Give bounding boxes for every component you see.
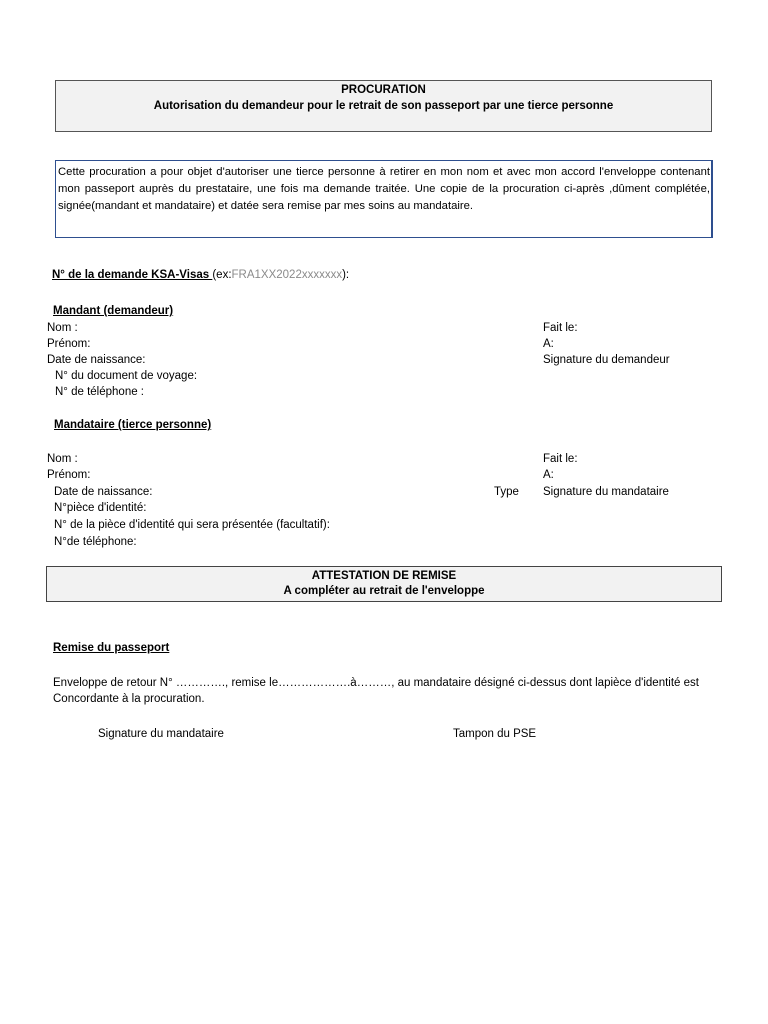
mandataire-field-piece-presentee: N° de la pièce d'identité qui sera présentée (facultatif):: [54, 519, 330, 531]
request-example-value: FRA1XX2022xxxxxxx: [231, 269, 343, 281]
request-example-prefix: (ex:: [212, 269, 232, 281]
mandant-field-prenom: Prénom:: [47, 338, 91, 350]
attestation-subtitle: A compléter au retrait de l'enveloppe: [283, 585, 485, 597]
mandataire-fait-le: Fait le:: [543, 453, 578, 465]
mandataire-field-telephone: N°de téléphone:: [54, 536, 137, 548]
mandataire-signature: Signature du mandataire: [543, 486, 669, 498]
mandant-heading: Mandant (demandeur): [53, 305, 174, 317]
mandataire-field-piece-identite: N°pièce d'identité:: [54, 502, 147, 514]
attestation-box: [46, 566, 722, 602]
mandataire-a: A:: [543, 469, 554, 481]
remise-heading: Remise du passeport: [53, 642, 170, 654]
mandant-a: A:: [543, 338, 554, 350]
mandataire-heading: Mandataire (tierce personne): [54, 419, 212, 431]
mandant-signature: Signature du demandeur: [543, 354, 670, 366]
mandataire-field-nom: Nom :: [47, 453, 78, 465]
request-example-suffix: ):: [342, 269, 350, 281]
mandant-field-telephone: N° de téléphone :: [55, 386, 144, 398]
remise-signature-mandataire: Signature du mandataire: [98, 728, 224, 740]
mandataire-field-date-naissance: Date de naissance:: [54, 486, 153, 498]
request-number-label: N° de la demande KSA-Visas: [52, 269, 213, 281]
intro-text: Cette procuration a pour objet d'autoriser une tierce personne à retirer en mon nom et avec mon accord l'enveloppe contenant mon passeport auprès du prestataire, une fois ma demande traitée. Une copie de la procuration ci-après ,dûment complétée, signée(mandant et mandataire) et datée sera remise par mes soins au mandataire.: [58, 166, 710, 212]
attestation-title: ATTESTATION DE REMISE: [311, 570, 457, 582]
remise-line-1: Enveloppe de retour N° …………., remise le……………….à………, au mandataire désigné ci-dessus dont lapièce d'identité est: [53, 677, 699, 689]
mandataire-field-prenom: Prénom:: [47, 469, 91, 481]
procuration-header-box: [55, 80, 712, 132]
procuration-title: PROCURATION: [341, 84, 426, 96]
mandant-field-date-naissance: Date de naissance:: [47, 354, 146, 366]
mandant-field-document-voyage: N° du document de voyage:: [55, 370, 198, 382]
mandant-fait-le: Fait le:: [543, 322, 578, 334]
remise-line-2: Concordante à la procuration.: [53, 693, 205, 705]
mandataire-type-label: Type: [494, 486, 519, 498]
request-number-line: [52, 268, 349, 282]
procuration-subtitle: Autorisation du demandeur pour le retrait de son passeport par une tierce personne: [153, 100, 614, 112]
intro-box: [55, 160, 713, 238]
remise-tampon-pse: Tampon du PSE: [453, 728, 537, 740]
mandant-field-nom: Nom :: [47, 322, 78, 334]
